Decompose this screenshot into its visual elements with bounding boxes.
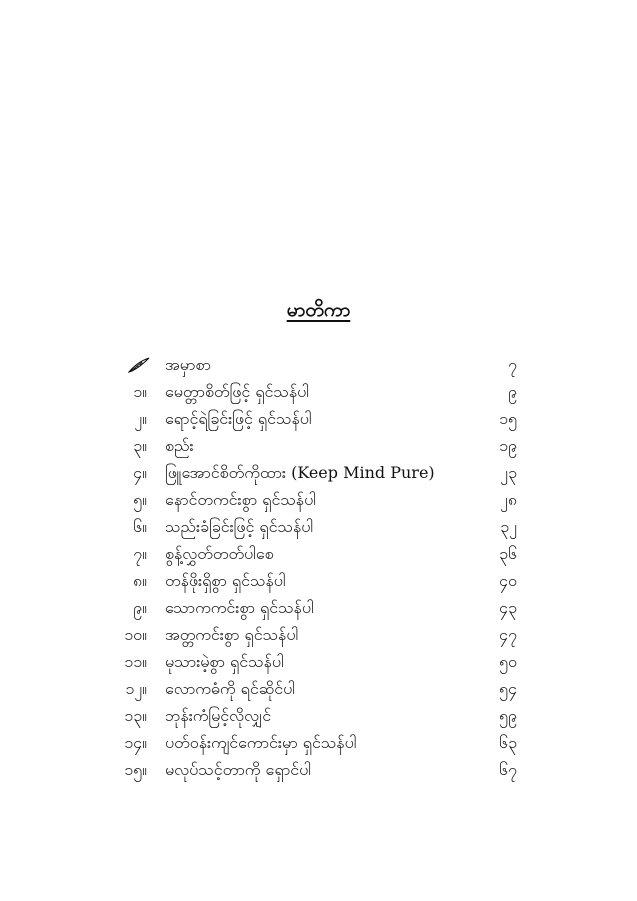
toc-page-number: ၁၅ [499,409,517,428]
toc-number: ၁၃။ [124,706,147,725]
toc-row [0,487,637,513]
toc-row [0,649,637,675]
toc-page-number: ၃၂ [500,517,517,536]
toc-row [0,622,637,648]
toc-page-number: ၄၃ [499,598,517,617]
toc-row [0,703,637,729]
toc-label: သည်းခံခြင်းဖြင့် ရှင်သန်ပါ [165,517,314,536]
toc-page-number: ၇ [508,355,517,374]
toc-row [0,406,637,432]
toc-number: ၄။ [133,463,147,482]
toc-number: ၆။ [133,517,147,536]
toc-label: စွန့်လွှတ်တတ်ပါစေ [165,544,274,563]
toc-page-number: ၄၇ [499,625,517,644]
toc-label: စည်း [165,436,194,455]
toc-number: ၇။ [133,544,147,563]
toc-number: ၁၄။ [124,733,147,752]
toc-number: ၁၂။ [125,679,147,698]
toc-page-number: ၅၄ [499,679,517,698]
toc-number: ၈။ [133,571,147,590]
toc-number: ၉။ [133,598,147,617]
toc-row [0,595,637,621]
toc-page-number: ၅၉ [499,706,517,725]
toc-intro-row [0,352,637,378]
toc-number: ၁။ [133,382,147,401]
toc-page-number: ၅၀ [499,652,517,671]
toc-row [0,460,637,486]
toc-label: ဖြူအောင်စိတ်ကိုထား (Keep Mind Pure) [165,463,435,482]
toc-label: ဘုန်းကံမြင့်လိုလျှင် [165,706,272,725]
toc-row [0,730,637,756]
toc-page-number: ၄၀ [499,571,517,590]
quill-pen-icon [128,356,150,374]
toc-row [0,379,637,405]
toc-page-number: ၁၉ [499,436,517,455]
page-title: မာတိကာ [286,299,351,321]
toc-label: ပတ်ဝန်းကျင်ကောင်းမှာ ရှင်သန်ပါ [165,733,357,752]
toc-row [0,541,637,567]
toc-label: မေတ္တာစိတ်ဖြင့် ရှင်သန်ပါ [165,382,310,401]
toc-page-number: ၃၆ [499,544,517,563]
toc-number: ၅။ [133,490,147,509]
toc-number: ၂။ [134,409,147,428]
toc-label: တန်ဖိုးရှိစွာ ရှင်သန်ပါ [165,571,286,590]
toc-label: နောင်တကင်းစွာ ရှင်သန်ပါ [165,490,316,509]
toc-number: ၁၅။ [124,760,147,779]
toc-label: သောကကင်းစွာ ရှင်သန်ပါ [165,598,314,617]
toc-page-number: ၆၃ [499,733,517,752]
toc-row [0,433,637,459]
toc-label: မုသားမဲ့စွာ ရှင်သန်ပါ [165,652,284,671]
toc-label: အတ္တကင်းစွာ ရှင်သန်ပါ [165,625,299,644]
toc-page-number: ၆၇ [499,760,517,779]
toc-label: မလုပ်သင့်တာကို ရှောင်ပါ [165,760,312,779]
toc-row [0,568,637,594]
toc-number: ၃။ [133,436,147,455]
toc-row [0,757,637,783]
toc-label: အမှာစာ [165,355,211,374]
toc-number: ၁၀။ [124,625,147,644]
toc-row [0,676,637,702]
toc-label: ရောင့်ရဲခြင်းဖြင့် ရှင်သန်ပါ [165,409,312,428]
toc-page-number: ၉ [508,382,517,401]
toc-page-number: ၂၃ [500,463,517,482]
toc-label: လောကဓံကို ရင်ဆိုင်ပါ [165,679,295,698]
toc-number: ၁၁။ [124,652,147,671]
toc-page-number: ၂၈ [500,490,517,509]
toc-row [0,514,637,540]
